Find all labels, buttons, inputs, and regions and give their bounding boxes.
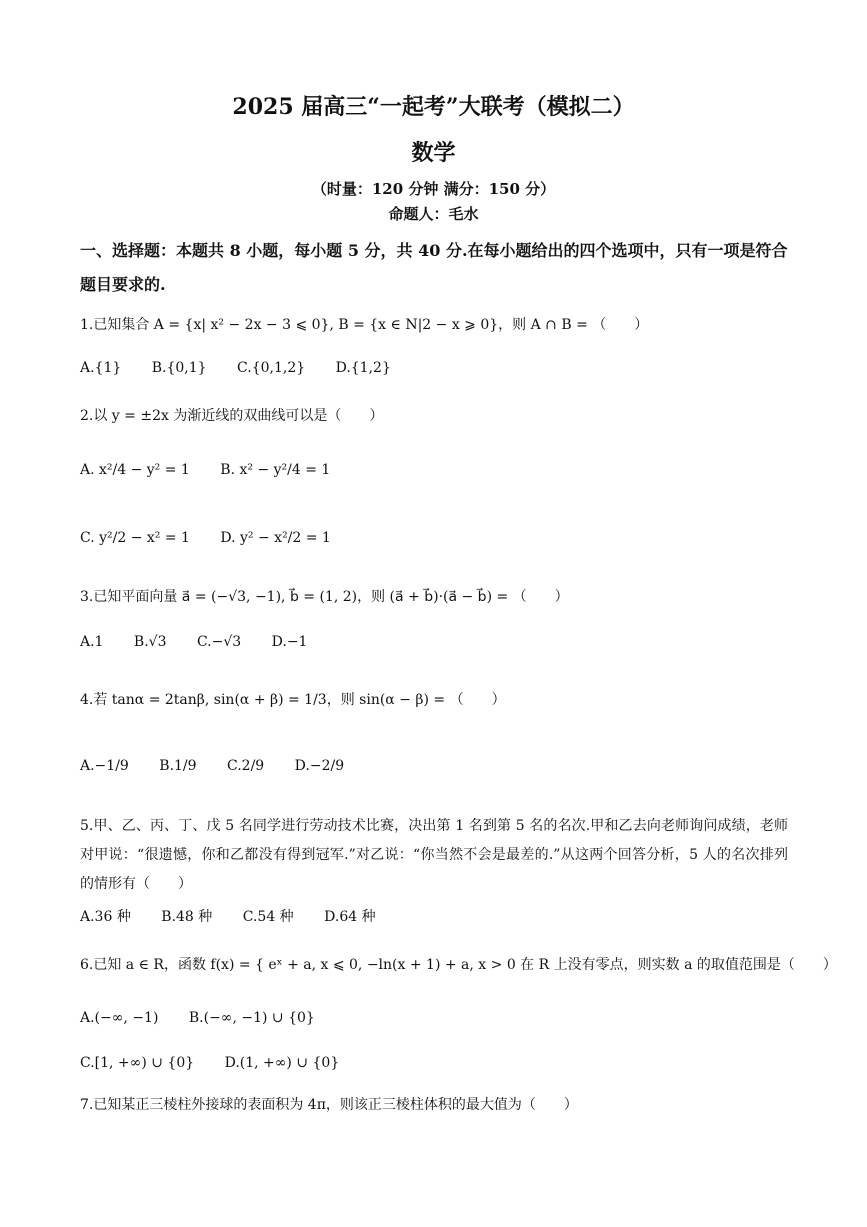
question-6-stem: 6.已知 a ∈ R，函数 f(x) = { eˣ + a, x ⩽ 0, −ln(x + 1) + a, x > 0 在 R 上没有零点，则实数 a 的取值范围是（ ） (80, 957, 837, 973)
option-b: B.48 种 (161, 909, 213, 925)
option-a: A.−1/9 (80, 758, 129, 774)
author: 命题人：毛水 (388, 205, 479, 223)
question-4-options (80, 758, 370, 774)
time-score: （时量：120 分钟 满分：150 分） (311, 180, 556, 198)
option-b: B.1/9 (159, 758, 197, 774)
question-6-options-row2 (80, 1055, 365, 1071)
option-c: C.{0,1,2} (237, 360, 306, 376)
option-b: B.{0,1} (151, 360, 207, 376)
option-d: D.{1,2} (335, 360, 391, 376)
page-title: 2025 届高三“一起考”大联考（模拟二） (232, 94, 635, 120)
question-2-options-row2 (80, 530, 357, 546)
question-1-stem: 1.已知集合 A = {x| x² − 2x − 3 ⩽ 0}, B = {x ∈ N|2 − x ⩾ 0}，则 A ∩ B = （ ） (80, 317, 649, 333)
option-c: C.54 种 (242, 909, 294, 925)
option-d: D.−2/9 (294, 758, 345, 774)
question-1-options (80, 360, 417, 376)
question-4-stem: 4.若 tanα = 2tanβ, sin(α + β) = 1/3，则 sin(α − β) = （ ） (80, 692, 506, 708)
option-a: A.(−∞, −1) (80, 1010, 159, 1026)
option-b: B. x² − y²/4 = 1 (220, 462, 331, 478)
question-6-options-row1 (80, 1010, 341, 1026)
option-c: C.2/9 (227, 758, 265, 774)
option-c: C.[1, +∞) ∪ {0} (80, 1055, 195, 1071)
option-d: D.−1 (271, 634, 308, 650)
option-c: C.−√3 (196, 634, 242, 650)
question-7-stem: 7.已知某正三棱柱外接球的表面积为 4π，则该正三棱柱体积的最大值为（ ） (80, 1097, 578, 1113)
option-b: B.√3 (133, 634, 167, 650)
option-a: A. x²/4 − y² = 1 (80, 462, 190, 478)
option-c: C. y²/2 − x² = 1 (80, 530, 190, 546)
section-heading: 一、选择题：本题共 8 小题，每小题 5 分，共 40 分.在每小题给出的四个选项中，只有一项是符合题目要求的. (80, 241, 788, 294)
option-a: A.36 种 (80, 909, 131, 925)
option-d: D.(1, +∞) ∪ {0} (224, 1055, 340, 1071)
option-a: A.1 (80, 634, 104, 650)
option-d: D. y² − x²/2 = 1 (220, 530, 331, 546)
question-3-options (80, 634, 333, 650)
question-2-options-row1 (80, 462, 356, 478)
question-5-options (80, 906, 402, 926)
question-5-stem: 5.甲、乙、丙、丁、戊 5 名同学进行劳动技术比赛，决出第 1 名到第 5 名的名次.甲和乙去向老师询问成绩，老师对甲说：“很遗憾，你和乙都没有得到冠军.”对乙说：“你当然不会是最差的.”从这两个回答分析，5 人的名次排列的情形有（ ） (80, 818, 788, 892)
subject-title: 数学 (411, 140, 456, 166)
option-a: A.{1} (80, 360, 122, 376)
option-b: B.(−∞, −1) ∪ {0} (188, 1010, 315, 1026)
option-d: D.64 种 (324, 909, 376, 925)
question-2-stem: 2.以 y = ±2x 为渐近线的双曲线可以是（ ） (80, 408, 384, 424)
question-3-stem: 3.已知平面向量 a⃗ = (−√3, −1), b⃗ = (1, 2)，则 (a⃗ + b⃗)·(a⃗ − b⃗) = （ ） (80, 589, 569, 605)
